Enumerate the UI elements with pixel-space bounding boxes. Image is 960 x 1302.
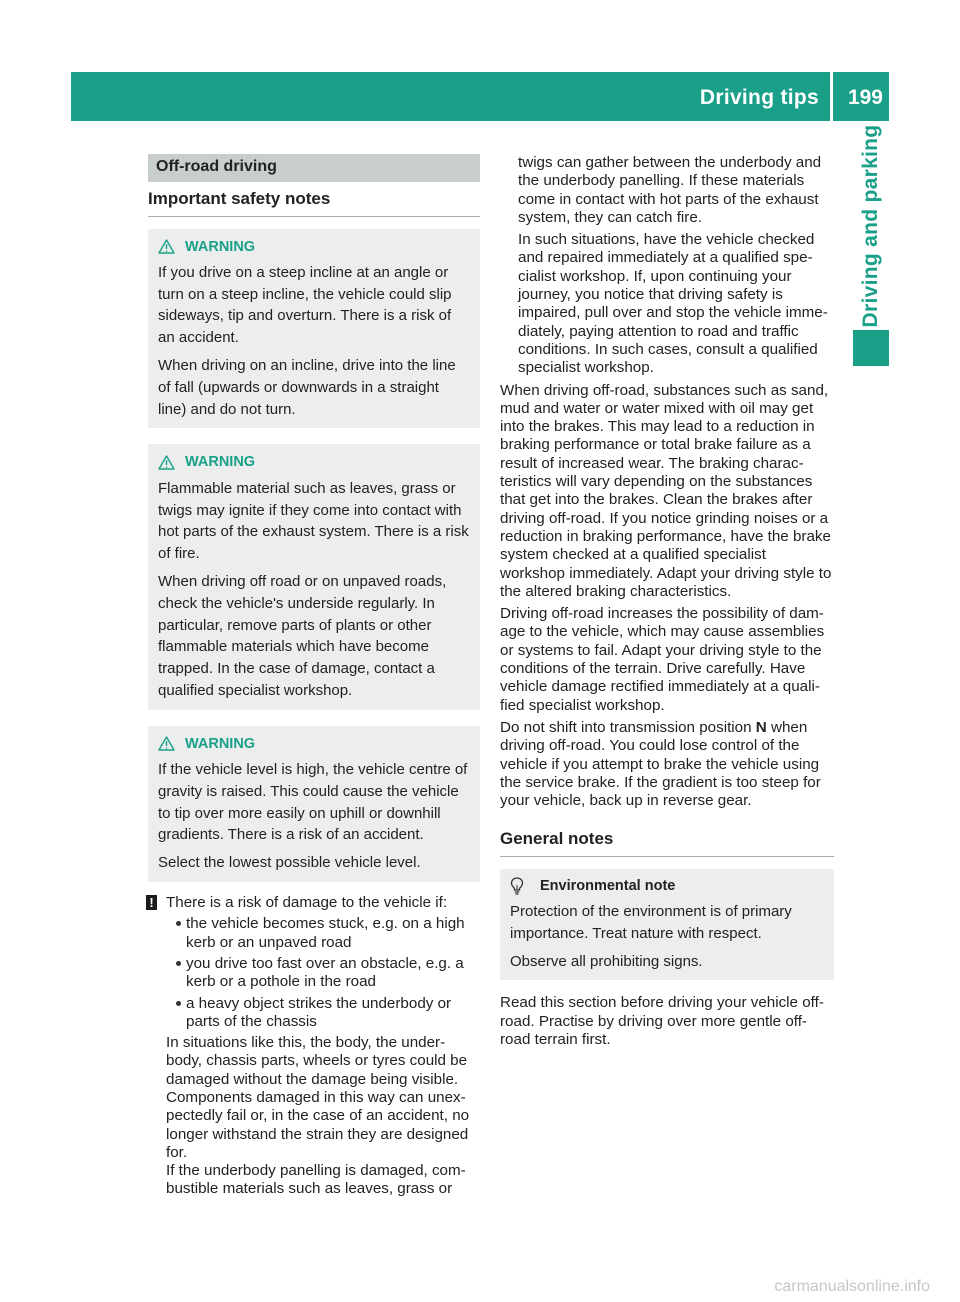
left-column: [148, 154, 480, 1199]
continued-paragraph: In such situations, have the vehicle checked and repaired immediately at a qualified spe-cialist workshop. If, upon continuing your journey, you notice that driving safety is impaired, pull over and stop the vehicle imme-diately, paying attention to road and traffic conditions. In such cases, consult a qualified specialist workshop.: [518, 231, 828, 377]
warning-text: When driving on an incline, drive into the line of fall (upwards or downwards in a straight line) and do not turn.: [158, 357, 456, 418]
subheading-general-notes: General notes: [500, 830, 834, 856]
environmental-note-text: Observe all prohibiting signs.: [510, 952, 703, 970]
subheading-safety-notes: Important safety notes: [148, 190, 480, 216]
list-item: a heavy object strikes the underbody or parts of the chassis: [176, 995, 480, 1032]
page-number: 199: [847, 86, 883, 109]
notice-bullet-list: [166, 915, 480, 1031]
transmission-text-before: Do not shift into transmission position: [500, 718, 756, 736]
notice-paragraph: In situations like this, the body, the under-body, chassis parts, wheels or tyres could be damaged without the damage being visible. Components damaged in this way can unex-pectedly fail or, in the case of an accident, no longer withstand the strain they are designed for.: [166, 1034, 470, 1161]
warning-label: WARNING: [185, 454, 256, 471]
section-title: Off-road driving: [148, 154, 480, 182]
warning-triangle-icon: [158, 455, 175, 470]
warning-box-vehicle-level: [148, 726, 480, 882]
lightbulb-icon: [510, 877, 524, 895]
warning-text: Select the lowest possible vehicle level.: [158, 854, 421, 872]
warning-heading: [158, 238, 470, 256]
warning-text: Flammable material such as leaves, grass or twigs may ignite if they come into contact with hot parts of the exhaust system. There is a risk of fire.: [158, 479, 469, 563]
environmental-note-label: Environmental note: [540, 877, 676, 894]
chapter-tab: [853, 121, 889, 331]
notice-continuation: [500, 154, 834, 378]
warning-box-fire: [148, 444, 480, 709]
environmental-note-text: Protection of the environment is of primary importance. Treat nature with respect.: [510, 902, 792, 942]
page-header: [71, 72, 889, 121]
notice-intro: There is a risk of damage to the vehicle if:: [166, 894, 448, 912]
warning-text: When driving off road or on unpaved roads, check the vehicle's underside regularly. In particular, remove parts of plants or other flammable materials which have become trapped. In the case of damage, contact a qualified specialist workshop.: [158, 572, 447, 699]
header-separator: [830, 72, 833, 121]
notice-paragraph: If the underbody panelling is damaged, com-bustible materials such as leaves, grass or: [166, 1162, 466, 1198]
warning-heading: [158, 735, 470, 753]
warning-label: WARNING: [185, 735, 256, 752]
exclamation-icon: !: [146, 895, 157, 910]
body-paragraph: Driving off-road increases the possibility of dam-age to the vehicle, which may cause assemblies or systems to fail. Adapt your driving style to the conditions of the terrain. Drive carefully. Have vehicle damage rectified immediately at a quali-fied specialist workshop.: [500, 605, 825, 714]
warning-label: WARNING: [185, 238, 256, 255]
list-item: the vehicle becomes stuck, e.g. on a high kerb or an unpaved road: [176, 915, 480, 952]
environmental-note-box: [500, 869, 834, 981]
transmission-text-after: when driving off-road. You could lose control of the vehicle if you attempt to brake the vehicle using the service brake. If the gradient is too steep for your vehicle, back up in reverse gear.: [500, 718, 821, 810]
list-item: you drive too fast over an obstacle, e.g. a kerb or a pothole in the road: [176, 955, 480, 992]
transmission-paragraph: [500, 719, 834, 810]
watermark: carmanualsonline.info: [774, 1278, 930, 1295]
warning-text: If the vehicle level is high, the vehicle centre of gravity is raised. This could cause the vehicle to tip over more easily on uphill or downhill gradients. There is a risk of an accident.: [158, 761, 468, 844]
warning-text: If you drive on a steep incline at an angle or turn on a steep incline, the vehicle could slip sideways, tip and overturn. There is a risk of an accident.: [158, 263, 452, 347]
warning-triangle-icon: [158, 736, 175, 751]
right-column: [500, 154, 834, 1053]
chapter-tab-label: Driving and parking: [859, 124, 882, 328]
warning-box-incline: [148, 229, 480, 429]
transmission-position-n: N: [755, 718, 767, 736]
damage-notice: [148, 894, 480, 1199]
warning-triangle-icon: [158, 239, 175, 254]
warning-heading: [158, 453, 470, 471]
chapter-tab-marker: [853, 330, 889, 366]
header-title: Driving tips: [699, 86, 819, 109]
continued-paragraph: twigs can gather between the underbody and the underbody panelling. If these materials come in contact with hot parts of the exhaust system, they can catch fire.: [518, 154, 822, 226]
closing-paragraph: Read this section before driving your vehicle off-road. Practise by driving over more gentle off-road terrain first.: [500, 994, 824, 1048]
body-paragraph: When driving off-road, substances such as sand, mud and water or water mixed with oil may get into the brakes. This may lead to a reduction in braking performance or total brake failure as a result of increased wear. The braking charac-teristics will vary depending on the substances that get into the brakes. Clean the brakes after driving off-road. If you notice grinding noises or a reduction in braking performance, have the brake system checked at a qualified specialist workshop immediately. Adapt your driving style to the altered braking characteristics.: [500, 381, 832, 600]
environmental-note-heading: [510, 877, 824, 895]
